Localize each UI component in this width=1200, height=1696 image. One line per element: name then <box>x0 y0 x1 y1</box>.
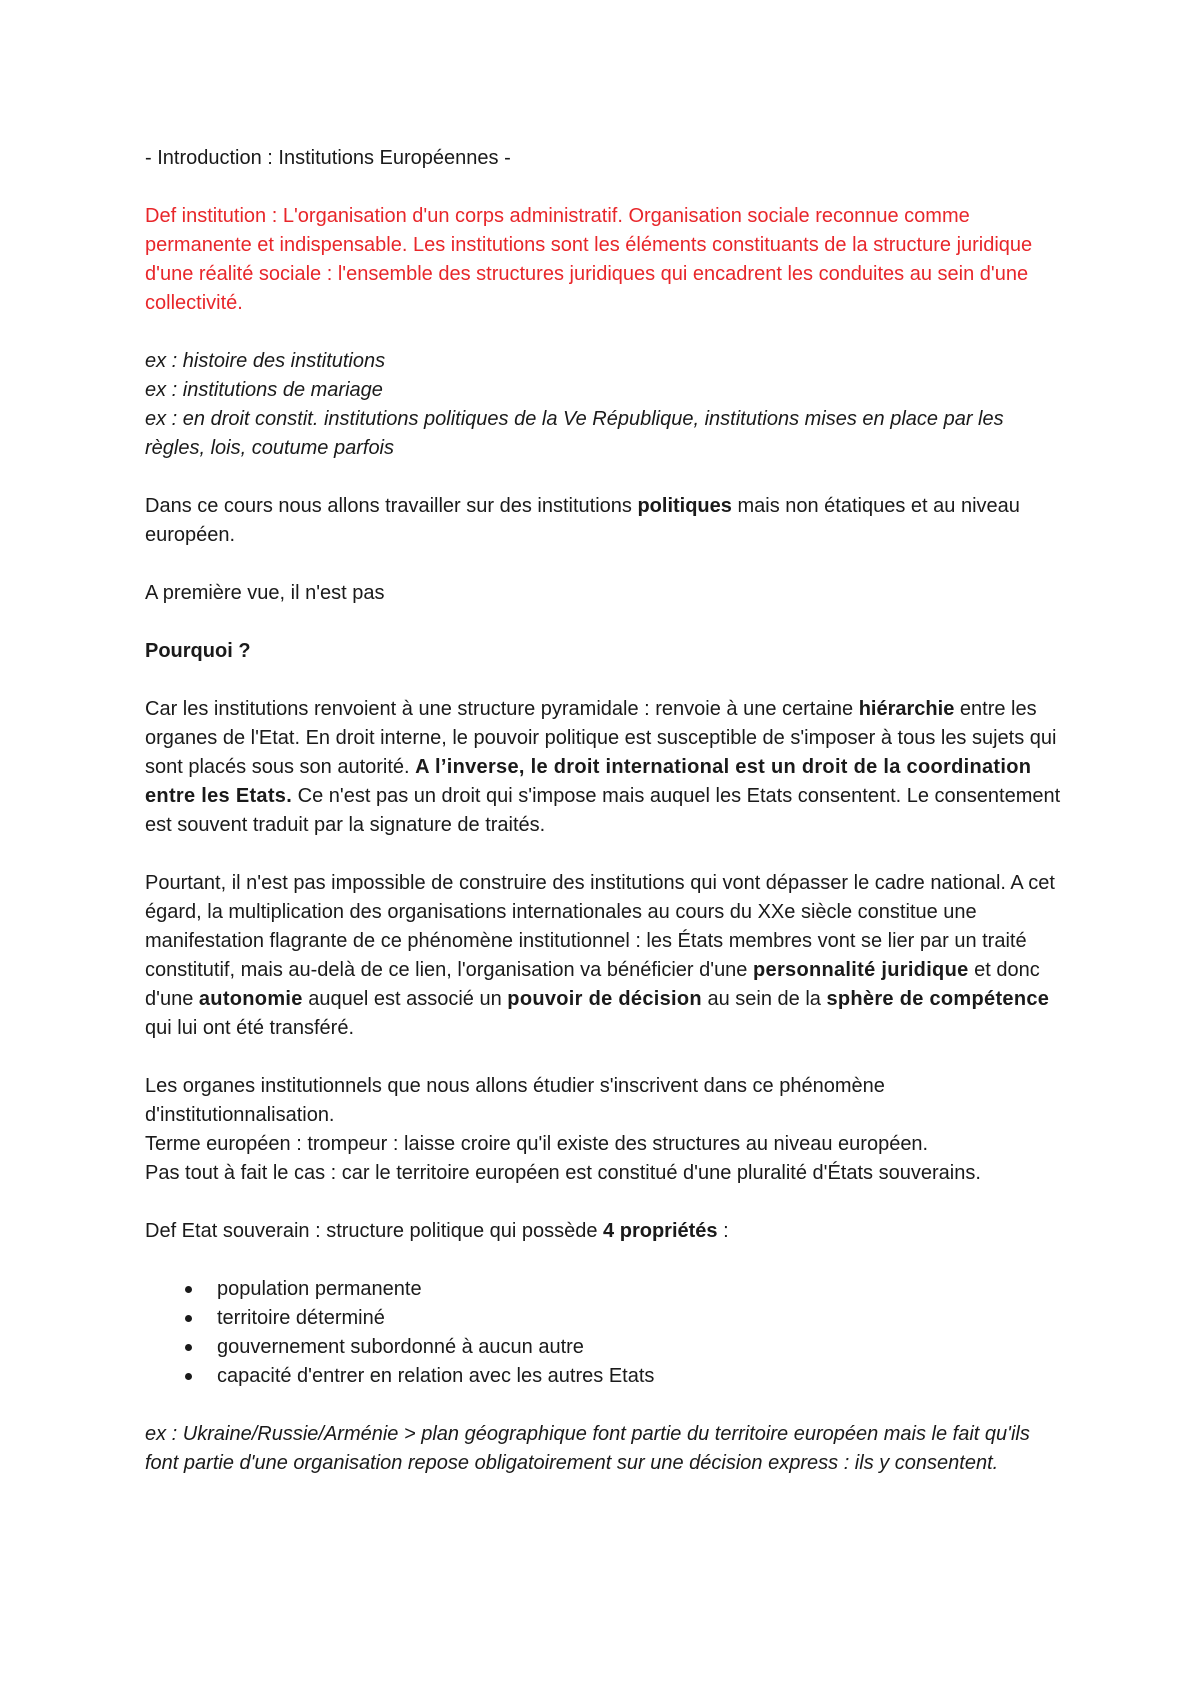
final-example: ex : Ukraine/Russie/Arménie > plan géographique font partie du territoire européen mais le fait qu'ils font partie d'une organisation repose obligatoirement sur une décision express : ils y consentent. <box>145 1423 1030 1474</box>
organes-paragraph: Les organes institutionnels que nous allons étudier s'inscrivent dans ce phénomène d'institutionnalisation. <box>145 1075 885 1126</box>
why-heading: Pourquoi ? <box>145 640 251 662</box>
bold-term: pouvoir de décision <box>507 988 702 1010</box>
document-title: - Introduction : Institutions Européennes - <box>145 147 511 169</box>
etat-souverain-definition: Def Etat souverain : structure politique qui possède 4 propriétés : <box>145 1220 729 1242</box>
example-line: ex : institutions de mariage <box>145 379 383 401</box>
bold-term: 4 propriétés <box>603 1220 718 1242</box>
course-paragraph: Dans ce cours nous allons travailler sur des institutions politiques mais non étatiques et au niveau européen. <box>145 495 1020 546</box>
bullet-icon <box>185 1315 192 1322</box>
bullet-icon <box>185 1373 192 1380</box>
car-paragraph: Car les institutions renvoient à une structure pyramidale : renvoie à une certaine hiérarchie entre les organes de l'Etat. En droit interne, le pouvoir politique est susceptible de s'imposer à tous les sujets qui sont placés sous son autorité. A l’inverse, le droit international est un droit de la coordination entre les Etats. Ce n'est pas un droit qui s'impose mais auquel les Etats consentent. Le consentement est souvent traduit par la signature de traités. <box>145 698 1061 836</box>
list-item: population permanente <box>185 1275 1065 1304</box>
bold-sentence: A l’inverse, le droit international est un droit de la coordination entre les Etats. <box>145 756 1032 807</box>
list-item: capacité d'entrer en relation avec les autres Etats <box>185 1362 1065 1391</box>
example-line: ex : histoire des institutions <box>145 350 386 372</box>
terme-line: Terme européen : trompeur : laisse croire qu'il existe des structures au niveau européen. <box>145 1133 929 1155</box>
pourtant-paragraph: Pourtant, il n'est pas impossible de construire des institutions qui vont dépasser le cadre national. A cet égard, la multiplication des organisations internationales au cours du XXe siècle constitue une manifestation flagrante de ce phénomène institutionnel : les États membres vont se lier par un traité constitutif, mais au-delà de ce lien, l'organisation va bénéficier d'une personnalité juridique et donc d'une autonomie auquel est associé un pouvoir de décision au sein de la sphère de compétence qui lui ont été transféré. <box>145 872 1055 1039</box>
bullet-icon <box>185 1344 192 1351</box>
bold-term: sphère de compétence <box>826 988 1050 1010</box>
list-item: territoire déterminé <box>185 1304 1065 1333</box>
bold-term: autonomie <box>198 988 303 1010</box>
example-line: ex : en droit constit. institutions politiques de la Ve République, institutions mises en place par les règles, lois, coutume parfois <box>145 408 1004 459</box>
institution-definition: Def institution : L'organisation d'un corps administratif. Organisation sociale reconnue comme permanente et indispensable. Les institutions sont les éléments constituants de la structure juridique d'une réalité sociale : l'ensemble des structures juridiques qui encadrent les conduites au sein d'une collectivité. <box>145 205 1033 314</box>
document-page <box>145 144 1065 1478</box>
examples-block <box>145 347 1065 463</box>
first-view-line: A première vue, il n'est pas <box>145 582 385 604</box>
bold-term: hiérarchie <box>858 698 955 720</box>
list-item: gouvernement subordonné à aucun autre <box>185 1333 1065 1362</box>
bold-term: personnalité juridique <box>753 959 969 981</box>
bullet-icon <box>185 1286 192 1293</box>
pas-tout-line: Pas tout à fait le cas : car le territoire européen est constitué d'une pluralité d'États souverains. <box>145 1162 981 1184</box>
bold-term: politiques <box>637 495 732 517</box>
properties-list <box>145 1275 1065 1391</box>
